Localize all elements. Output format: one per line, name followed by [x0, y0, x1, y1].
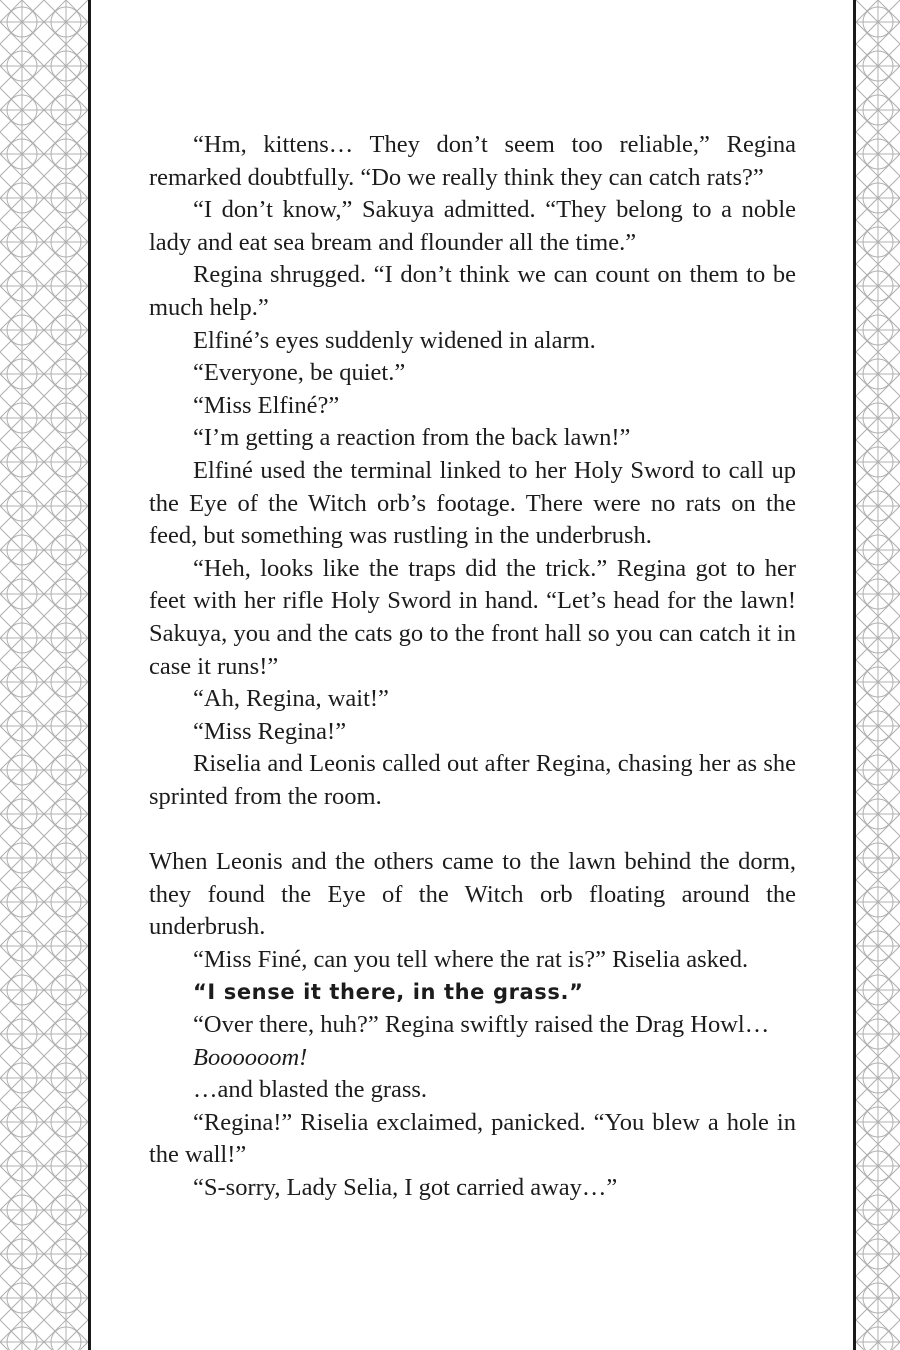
paragraph: “Miss Elfiné?” [193, 391, 340, 419]
telepathic-dialogue: “I sense it there, in the grass.” [193, 980, 584, 1005]
paragraph: Regina shrugged. “I don’t think we can count on them to be much help.” [149, 261, 796, 321]
sound-effect-text: Boooooom! [193, 1043, 308, 1071]
paragraph: Elfiné used the terminal linked to her Holy Sword to call up the Eye of the Witch orb’s footage. There were no rats on the feed, but something was rustling in the underbrush. [149, 456, 796, 550]
right-decorative-border [856, 0, 900, 1350]
paragraph: “Everyone, be quiet.” [193, 359, 406, 387]
paragraph: …and blasted the grass. [193, 1076, 428, 1104]
paragraph: “Ah, Regina, wait!” [193, 685, 389, 713]
paragraph: “Hm, kittens… They don’t seem too reliable,” Regina remarked doubtfully. “Do we really think they can catch rats?” [149, 131, 796, 191]
text-page [91, 0, 853, 1350]
paragraph: Riselia and Leonis called out after Regina, chasing her as she sprinted from the room. [149, 750, 796, 810]
left-decorative-border [0, 0, 88, 1350]
paragraph: “I’m getting a reaction from the back lawn!” [193, 424, 631, 452]
geometric-pattern-icon [856, 0, 900, 1350]
body-text [149, 129, 796, 1205]
paragraph: “I don’t know,” Sakuya admitted. “They belong to a noble lady and eat sea bream and flounder all the time.” [149, 196, 796, 256]
paragraph: “Regina!” Riselia exclaimed, panicked. “You blew a hole in the wall!” [149, 1108, 796, 1169]
paragraph: “Over there, huh?” Regina swiftly raised the Drag Howl… [193, 1011, 770, 1039]
scene-break-paragraph: When Leonis and the others came to the lawn behind the dorm, they found the Eye of the Witch orb floating around the underbrush. [149, 848, 796, 941]
paragraph: “Heh, looks like the traps did the trick.” Regina got to her feet with her rifle Holy Sword in hand. “Let’s head for the lawn! Sakuya, you and the cats go to the front hall so you can catch it in case it runs!” [149, 554, 796, 680]
paragraph: “Miss Finé, can you tell where the rat is?” Riselia asked. [193, 945, 749, 973]
paragraph: Elfiné’s eyes suddenly widened in alarm. [193, 326, 596, 354]
geometric-pattern-icon [0, 0, 88, 1350]
sound-effect [149, 1042, 796, 1075]
paragraph: “Miss Regina!” [193, 717, 347, 745]
paragraph: “S-sorry, Lady Selia, I got carried away…” [193, 1174, 618, 1201]
